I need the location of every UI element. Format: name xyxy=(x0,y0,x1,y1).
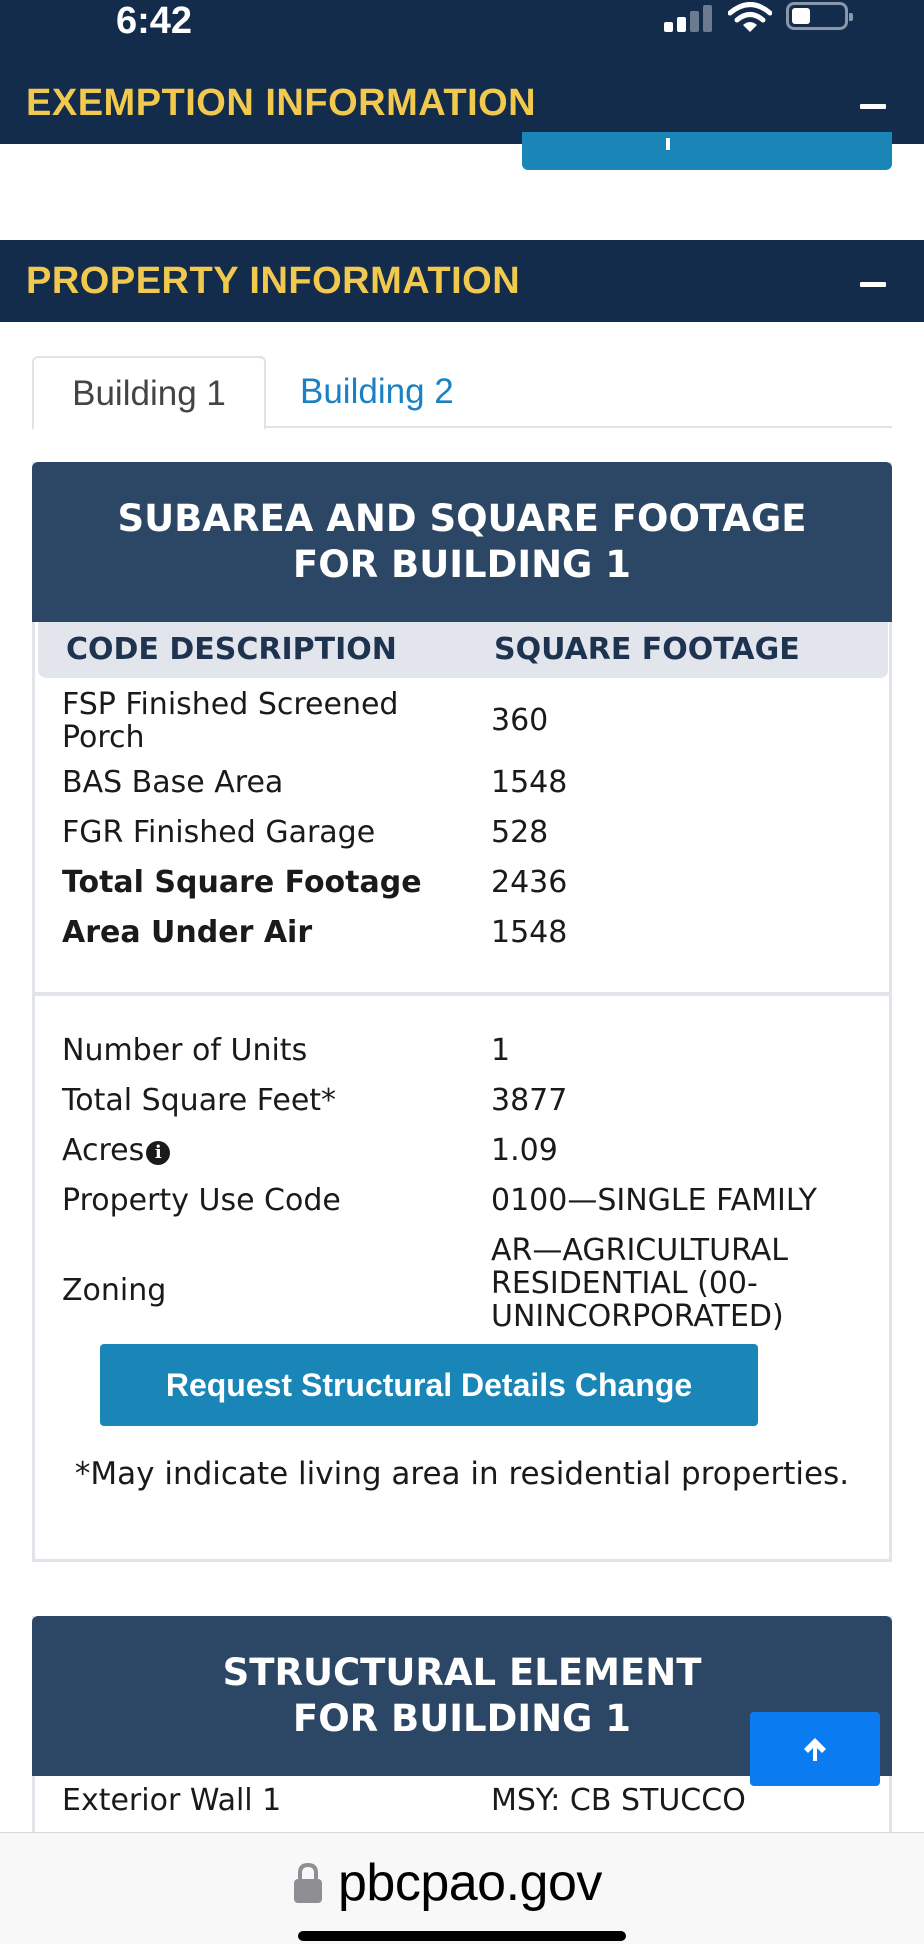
divider xyxy=(35,992,889,996)
row-value: 360 xyxy=(491,703,549,738)
structural-title-line1: STRUCTURAL ELEMENT xyxy=(222,1651,702,1694)
subarea-title-line2: FOR BUILDING 1 xyxy=(292,543,632,586)
property-title: PROPERTY INFORMATION xyxy=(26,260,521,302)
status-time: 6:42 xyxy=(116,0,193,42)
detail-label: Zoning xyxy=(62,1273,167,1308)
row-label: BAS Base Area xyxy=(62,765,284,800)
browser-url-bar[interactable] xyxy=(0,1832,924,1944)
row-label: Exterior Wall 1 xyxy=(62,1783,282,1818)
detail-value: 1 xyxy=(491,1033,511,1068)
detail-value: 1.09 xyxy=(491,1133,558,1168)
home-indicator[interactable] xyxy=(298,1931,626,1941)
row-label: Total Square Footage xyxy=(62,865,422,900)
row-value: MSY: CB STUCCO xyxy=(491,1783,746,1818)
structural-title-line2: FOR BUILDING 1 xyxy=(292,1697,632,1740)
url-text[interactable]: pbcpao.gov xyxy=(338,1854,602,1912)
detail-value: 3877 xyxy=(491,1083,568,1118)
request-structural-details-change-button[interactable]: Request Structural Details Change xyxy=(100,1344,758,1426)
row-value: 1548 xyxy=(491,765,568,800)
wifi-icon xyxy=(728,2,772,34)
exemption-action-button[interactable] xyxy=(522,132,892,170)
detail-label-acres xyxy=(62,1134,170,1167)
exemption-title: EXEMPTION INFORMATION xyxy=(26,82,537,124)
table-header xyxy=(38,622,888,678)
property-section-header[interactable] xyxy=(0,240,924,322)
subarea-title-line1: SUBAREA AND SQUARE FOOTAGE xyxy=(117,497,807,540)
arrow-up-icon xyxy=(800,1734,830,1764)
minus-icon[interactable] xyxy=(860,282,886,287)
detail-value: 0100—SINGLE FAMILY xyxy=(491,1183,817,1218)
detail-label: Total Square Feet* xyxy=(62,1083,337,1118)
detail-value: AR—AGRICULTURAL RESIDENTIAL (00-UNINCORPORATED) xyxy=(491,1233,788,1334)
detail-label: Acres xyxy=(62,1133,145,1168)
row-label: Area Under Air xyxy=(62,915,313,950)
lock-icon xyxy=(292,1861,324,1905)
info-icon[interactable]: i xyxy=(146,1141,170,1165)
row-label: FGR Finished Garage xyxy=(62,815,376,850)
row-label: FSP Finished Screened Porch xyxy=(62,687,399,755)
cellular-signal-icon xyxy=(664,4,716,32)
battery-icon xyxy=(786,2,848,30)
row-value: 528 xyxy=(491,815,549,850)
status-bar xyxy=(0,0,924,62)
row-value: 2436 xyxy=(491,865,568,900)
footnote: *May indicate living area in residential properties. xyxy=(74,1456,850,1492)
subarea-card-title xyxy=(32,462,892,622)
scroll-to-top-button[interactable] xyxy=(750,1712,880,1786)
column-header-square-footage: SQUARE FOOTAGE xyxy=(494,632,800,667)
tab-building-1[interactable]: Building 1 xyxy=(32,356,266,430)
detail-label: Property Use Code xyxy=(62,1183,341,1218)
minus-icon[interactable] xyxy=(860,104,886,109)
column-header-code: CODE DESCRIPTION xyxy=(66,632,397,667)
detail-label: Number of Units xyxy=(62,1033,308,1068)
row-value: 1548 xyxy=(491,915,568,950)
tab-building-2[interactable]: Building 2 xyxy=(300,372,454,411)
building-tabs xyxy=(32,356,892,428)
